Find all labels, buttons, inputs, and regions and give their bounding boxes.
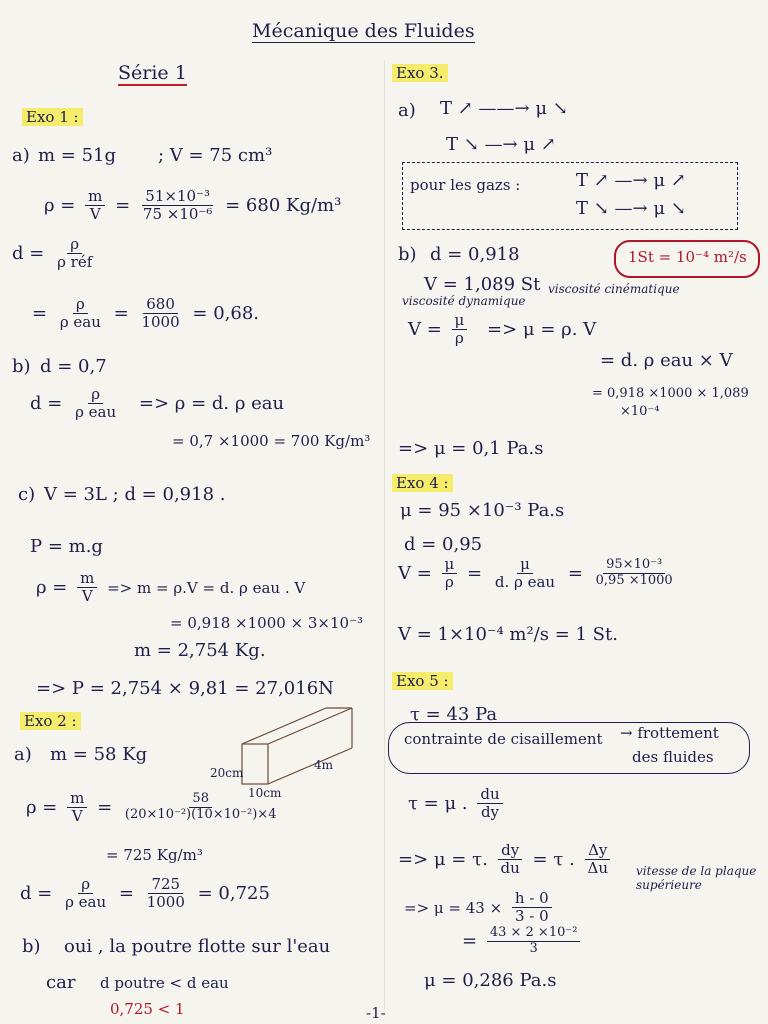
exo2-d-formula: d = $\frac{\rho}{\text{ρ eau}}$ = $\frac{725}{1000}$ = 0,725 xyxy=(20,875,270,912)
page-number: -1- xyxy=(366,1004,386,1022)
exo4-V-formula: V = $\frac{\mu}{\rho}$ = $\frac{\mu}{\text{d. ρ eau}}$ = $\frac{\text{95×10⁻³}}{0,95 \times 1000}$ xyxy=(398,555,673,592)
exo4-V-result: V = 1×10⁻⁴ m²/s = 1 St. xyxy=(398,624,618,645)
bubble-text1: contrainte de cisaillement xyxy=(404,730,603,748)
exo5-tau: τ = 43 Pa xyxy=(410,704,498,725)
exo2-rho-result: = 725 Kg/m³ xyxy=(106,846,203,864)
exo5-imp: => μ = τ. $\frac{dy}{du}$ = τ . $\frac{\Delta y}{\Delta u}$ xyxy=(398,842,615,878)
exo3-mu-result: => μ = 0,1 Pa.s xyxy=(398,438,544,459)
exo5-result: μ = 0,286 Pa.s xyxy=(424,970,557,991)
exo2-b-ineq: d poutre < d eau xyxy=(100,974,229,992)
exo3-a-line1: T ↗ ——→ μ ↘ xyxy=(440,98,568,119)
exo3-V-formula: V = $\frac{\mu}{\rho}$ => μ = ρ. V xyxy=(408,311,597,348)
gas-line1: T ↗ —→ μ ↗ xyxy=(576,170,686,191)
exo2-b-red-result: 0,725 < 1 xyxy=(110,1000,185,1018)
exo3-V-line2: = d. ρ eau × V xyxy=(600,350,733,371)
exo1-a-label: a) xyxy=(12,145,30,166)
exo1-c-given: V = 3L ; d = 0,918 . xyxy=(44,484,226,505)
exo1-d-calc: = $\frac{\rho}{\text{ρ eau}}$ = $\frac{680}{1000}$ = 0,68. xyxy=(32,295,259,332)
dim-10cm: 10cm xyxy=(248,786,282,800)
column-divider xyxy=(384,60,385,1010)
exo4-d: d = 0,95 xyxy=(404,534,483,555)
exo2-b-text: oui , la poutre flotte sur l'eau xyxy=(64,936,331,957)
exo1-tag: Exo 1 : xyxy=(22,108,83,126)
page-title: Mécanique des Fluides xyxy=(252,20,475,42)
exo1-b-given: d = 0,7 xyxy=(40,356,107,377)
exo3-b-V: V = 1,089 St xyxy=(424,274,541,295)
exo5-calc2: = $\frac{\text{43 × 2 ×10⁻²}}{3}$ xyxy=(462,926,584,957)
exo1-c-label: c) xyxy=(18,484,36,505)
exo5-tau-eq: τ = μ . $\frac{du}{dy}$ xyxy=(408,786,507,822)
exo2-rho-formula: ρ = $\frac{m}{V}$ = $\frac{58}{\text{(20×10⁻²)(10×10⁻²)×4}}$ xyxy=(26,789,277,826)
stokes-red-note: 1St = 10⁻⁴ m²/s xyxy=(628,248,747,266)
note-vitesse: vitesse de la plaque supérieure xyxy=(636,864,757,892)
exo1-a-given: m = 51g xyxy=(38,145,117,166)
exo3-V-line3: = 0,918 ×1000 × 1,089 xyxy=(592,386,749,401)
exo2-a-label: a) xyxy=(14,744,32,765)
gas-label: pour les gazs : xyxy=(410,176,521,194)
exo2-a-given: m = 58 Kg xyxy=(50,744,148,765)
exo3-tag: Exo 3. xyxy=(392,64,448,82)
dim-20cm: 20cm xyxy=(210,766,244,780)
exo1-c-calc: = 0,918 ×1000 × 3×10⁻³ xyxy=(170,614,364,632)
note-visc-cin: viscosité cinématique xyxy=(548,282,680,296)
exo1-rho-formula: ρ = $\frac{m}{V}$ = $\frac{\text{51×10⁻³}}{\text{75 ×10⁻⁶}}$ = 680 Kg/m³ xyxy=(44,187,342,224)
exo1-c-P: P = m.g xyxy=(30,536,103,557)
exo3-b-label: b) xyxy=(398,244,417,265)
bubble-text2: des fluides xyxy=(632,748,714,766)
exo1-d-definition: d = $\frac{\rho}{\text{ρ réf}}$ xyxy=(12,235,93,272)
exo3-a-label: a) xyxy=(398,100,416,121)
bubble-arrow-text: → frottement xyxy=(620,724,719,742)
exo2-b-label: b) xyxy=(22,936,41,957)
exo3-a-line2: T ↘ —→ μ ↗ xyxy=(446,134,556,155)
exo5-tag: Exo 5 : xyxy=(392,672,453,690)
note-visc-dyn: viscosité dynamique xyxy=(402,294,526,308)
exo4-mu: μ = 95 ×10⁻³ Pa.s xyxy=(400,500,565,521)
exo3-b-d: d = 0,918 xyxy=(430,244,520,265)
exo3-V-line3b: ×10⁻⁴ xyxy=(620,404,660,419)
exo1-b-label: b) xyxy=(12,356,31,377)
exo1-c-rho: ρ = $\frac{m}{V}$ => m = ρ.V = d. ρ eau . V xyxy=(36,569,306,606)
exo1-b-result: = 0,7 ×1000 = 700 Kg/m³ xyxy=(172,432,371,450)
exo1-a-given2: ; V = 75 cm³ xyxy=(158,145,273,166)
beam-sketch xyxy=(236,700,366,792)
gas-box xyxy=(402,162,738,230)
dim-4m: 4m xyxy=(314,758,334,772)
gas-line2: T ↘ —→ μ ↘ xyxy=(576,198,686,219)
exo1-b-formula: d = $\frac{\rho}{\text{ρ eau}}$ => ρ = d. ρ eau xyxy=(30,385,285,422)
exo1-c-P-result: => P = 2,754 × 9,81 = 27,016N xyxy=(36,678,334,699)
exo1-c-m: m = 2,754 Kg. xyxy=(134,640,266,661)
exo2-b-car: car xyxy=(46,972,76,993)
exo5-calc: => μ = 43 × $\frac{h - 0}{3 - 0}$ xyxy=(404,890,556,926)
exo4-tag: Exo 4 : xyxy=(392,474,453,492)
serie-title: Série 1 xyxy=(118,62,187,84)
exo2-tag: Exo 2 : xyxy=(20,712,81,730)
